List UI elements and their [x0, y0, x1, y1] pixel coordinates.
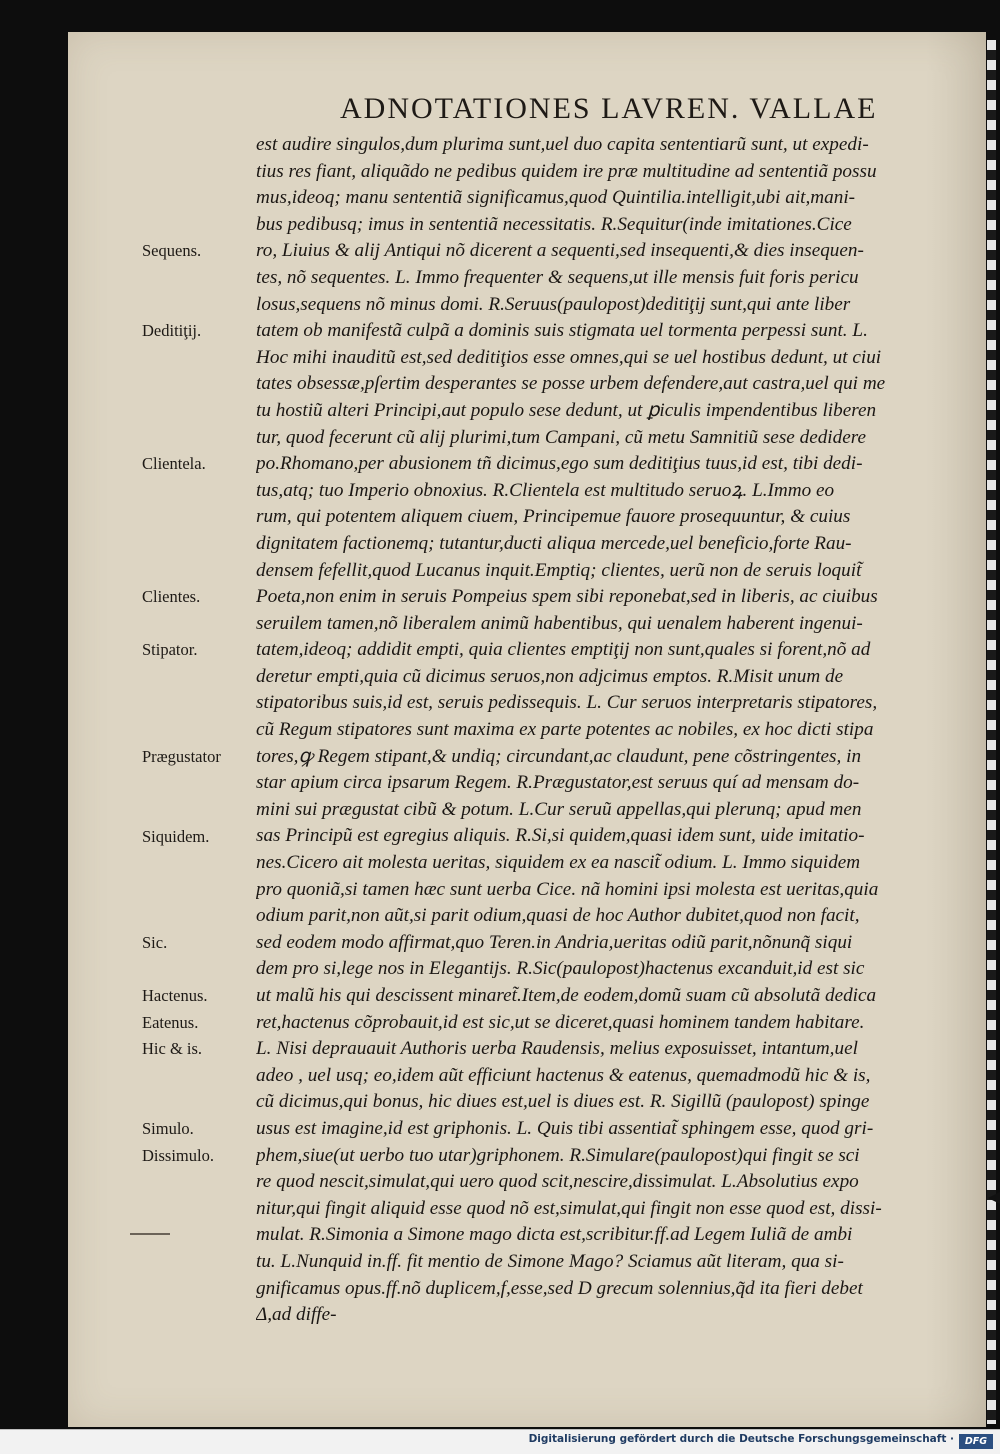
text-line: tates obsessæ,pſertim desperantes se posse urbem defendere,aut castra,uel qui me — [256, 373, 886, 395]
text-line: L. Nisi deprauauit Authoris uerba Raudensis, melius exposuisset, intantum,uel — [256, 1038, 858, 1060]
text-line: tius res fiant, aliquãdo ne pedibus quidem ire præ multitudine ad sententiã possu — [256, 160, 877, 182]
text-line: odium parit,non aũt,si parit odium,quasi de hoc Author dubitet,quod non facit, — [256, 905, 860, 927]
text-line: stipatoribus suis,id est, seruis pedissequis. L. Cur seruos interpretaris stipatores, — [256, 692, 878, 714]
ruler-pointer-icon — [988, 1192, 1000, 1204]
text-line: pro quoniã,si tamen hæc sunt uerba Cice. nã homini ipsi molesta est ueritas,quia — [256, 878, 879, 900]
text-line: sed eodem modo affirmat,quo Teren.in Andria,ueritas odiũ parit,nõnunq̃ siqui — [256, 931, 853, 953]
text-line: nes.Cicero ait molesta ueritas, siquidem ex ea nascit̃ odium. L. Immo siquidem — [256, 852, 861, 874]
margin-note: Clientela. — [142, 454, 206, 474]
text-line: tatem,ideoq; addidit empti, quia clientes emptiţij non sunt,quales si forent,nõ ad — [256, 639, 871, 661]
margin-note: Stipator. — [142, 640, 198, 660]
text-line: deretur empti,quia cũ dicimus seruos,non adjcimus emptos. R.Misit unum de — [256, 665, 844, 687]
text-line: star apium circa ipsarum Regem. R.Prægustator,est seruus quí ad mensam do- — [256, 772, 860, 794]
running-head: ADNOTATIONES LAVREN. VALLAE — [340, 92, 878, 125]
margin-note: Clientes. — [142, 587, 201, 607]
text-line: ret,hactenus cõprobauit,id est sic,ut se diceret,quasi hominem tandem habitare. — [256, 1011, 865, 1033]
text-line: dignitatem factionemq; tutantur,ducti aliqua mercede,uel beneficio,forte Rau- — [256, 532, 852, 554]
text-line: ut malũ his qui descissent minaret̃.Item,de eodem,domũ suam cũ absolutã dedica — [256, 985, 877, 1006]
text-line: cũ Regum stipatores sunt maxima ex parte potentes ac nobiles, ex hoc dicti stipa — [256, 719, 874, 741]
ink-mark — [130, 1233, 170, 1235]
margin-note: Eatenus. — [142, 1012, 199, 1032]
text-line: ro, Liuius & alij Antiqui nõ dicerent a sequenti,sed insequenti,& dies insequen- — [256, 240, 864, 262]
text-line: cũ dicimus,qui bonus, hic diues est,uel is diues est. R. Sigillũ (paulopost) spinge — [256, 1091, 870, 1113]
text-line: Hoc mihi inauditũ est,sed deditiţios esse omnes,qui se uel hostibus dedunt, ut ciui — [256, 346, 882, 368]
text-line: Poeta,non enim in seruis Pompeius spem sibi reponebat,sed in liberis, ac ciuibus — [256, 586, 878, 608]
text-line: tores,ꝙ Regem stipant,& undiq; circundant,ac claudunt, pene cõstringentes, in — [256, 745, 862, 767]
text-line: losus,sequens nõ minus domi. R.Seruus(paulopost)deditiţij sunt,qui ante liber — [256, 293, 851, 315]
text-line: mulat. R.Simonia a Simone mago dicta est,scribitur.ff.ad Legem Iuliã de ambi — [256, 1224, 853, 1246]
margin-note: Hic & is. — [142, 1039, 203, 1059]
margin-note: Dissimulo. — [142, 1145, 214, 1165]
body-text — [256, 132, 976, 1329]
margin-note: Sic. — [142, 933, 168, 952]
text-line: est audire singulos,dum plurima sunt,uel duo capita sententiarũ sunt, ut expedi- — [256, 134, 869, 155]
dfg-logo: DFG — [959, 1434, 993, 1449]
text-line: densem fefellit,quod Lucanus inquit.Emptiq; clientes, uerũ non de seruis loquit̃ — [256, 559, 862, 581]
text-line: tur, quod fecerunt cũ alij plurimi,tum Campani, cũ metu Samnitiũ sese dedidere — [256, 426, 867, 448]
text-line: seruilem tamen,nõ liberalem animũ habentibus, qui uenalem haberent ingenui- — [256, 612, 863, 634]
text-line: phem,siue(ut uerbo tuo utar)griphonem. R.Simulare(paulopost)qui fingit se sci — [256, 1144, 860, 1166]
text-line: gnificamus opus.ff.nõ duplicem,f,esse,sed D grecum solennius,q̃d ita fieri debet — [256, 1277, 863, 1299]
footer-bar — [0, 1429, 1000, 1454]
text-line: adeo , uel usq; eo,idem aũt efficiunt hactenus & eatenus, quemadmodũ hic & is, — [256, 1064, 871, 1086]
footer-credit: Digitalisierung gefördert durch die Deutsche Forschungsgemeinschaft · — [528, 1433, 954, 1445]
text-line: tes, nõ sequentes. L. Immo frequenter & sequens,ut ille mensis fuit foris pericu — [256, 266, 859, 288]
text-line: rum, qui potentem aliquem ciuem, Principemue fauore prosequuntur, & cuius — [256, 506, 851, 528]
text-line: re quod nescit,simulat,qui uero quod scit,nescire,dissimulat. L.Absolutius expo — [256, 1171, 859, 1193]
text-line: nitur,qui fingit aliquid esse quod nõ est,simulat,qui fingit non esse quod est, dissi- — [256, 1197, 882, 1219]
text-line: tu. L.Nunquid in.ff. fit mentio de Simone Mago? Sciamus aũt literam, qua si- — [256, 1250, 844, 1272]
text-line: mini sui prægustat cibũ & potum. L.Cur seruũ appellas,qui plerunq; apud men — [256, 798, 862, 820]
text-line: usus est imagine,id est griphonis. L. Quis tibi assentiat̃ sphingem esse, quod gri- — [256, 1117, 874, 1139]
text-line: tus,atq; tuo Imperio obnoxius. R.Clientela est multitudo seruoꝝ. L.Immo eo — [256, 479, 835, 501]
margin-note: Prægustator — [142, 746, 221, 766]
margin-note: Hactenus. — [142, 986, 208, 1006]
text-line: po.Rhomano,per abusionem tñ dicimus,ego sum deditiţius tuus,id est, tibi dedi- — [256, 453, 863, 475]
text-line: sas Principũ est egregius aliquis. R.Si,si quidem,quasi idem sunt, uide imitatio- — [256, 825, 865, 847]
text-line: bus pedibusq; imus in sententiã necessitatis. R.Sequitur(inde imitationes.Cice — [256, 213, 852, 235]
text-line: tatem ob manifestã culpã a dominis suis stigmata uel tormenta perpessi sunt. L. — [256, 320, 868, 342]
text-line: mus,ideoq; manu sententiã significamus,quod Quintilia.intelligit,ubi ait,mani- — [256, 187, 856, 209]
scale-ruler — [987, 40, 996, 1424]
margin-note: Simulo. — [142, 1119, 194, 1139]
text-line: dem pro si,lege nos in Elegantijs. R.Sic(paulopost)hactenus excanduit,id est sic — [256, 958, 865, 980]
text-line: tu hostiũ alteri Principi,aut populo sese dedunt, ut ꝑiculis impendentibus liberen — [256, 399, 877, 421]
text-line: Δ,ad diffe- — [256, 1304, 337, 1326]
margin-note: Deditiţij. — [142, 321, 202, 341]
margin-note: Siquidem. — [142, 826, 210, 846]
margin-note: Sequens. — [142, 241, 202, 261]
